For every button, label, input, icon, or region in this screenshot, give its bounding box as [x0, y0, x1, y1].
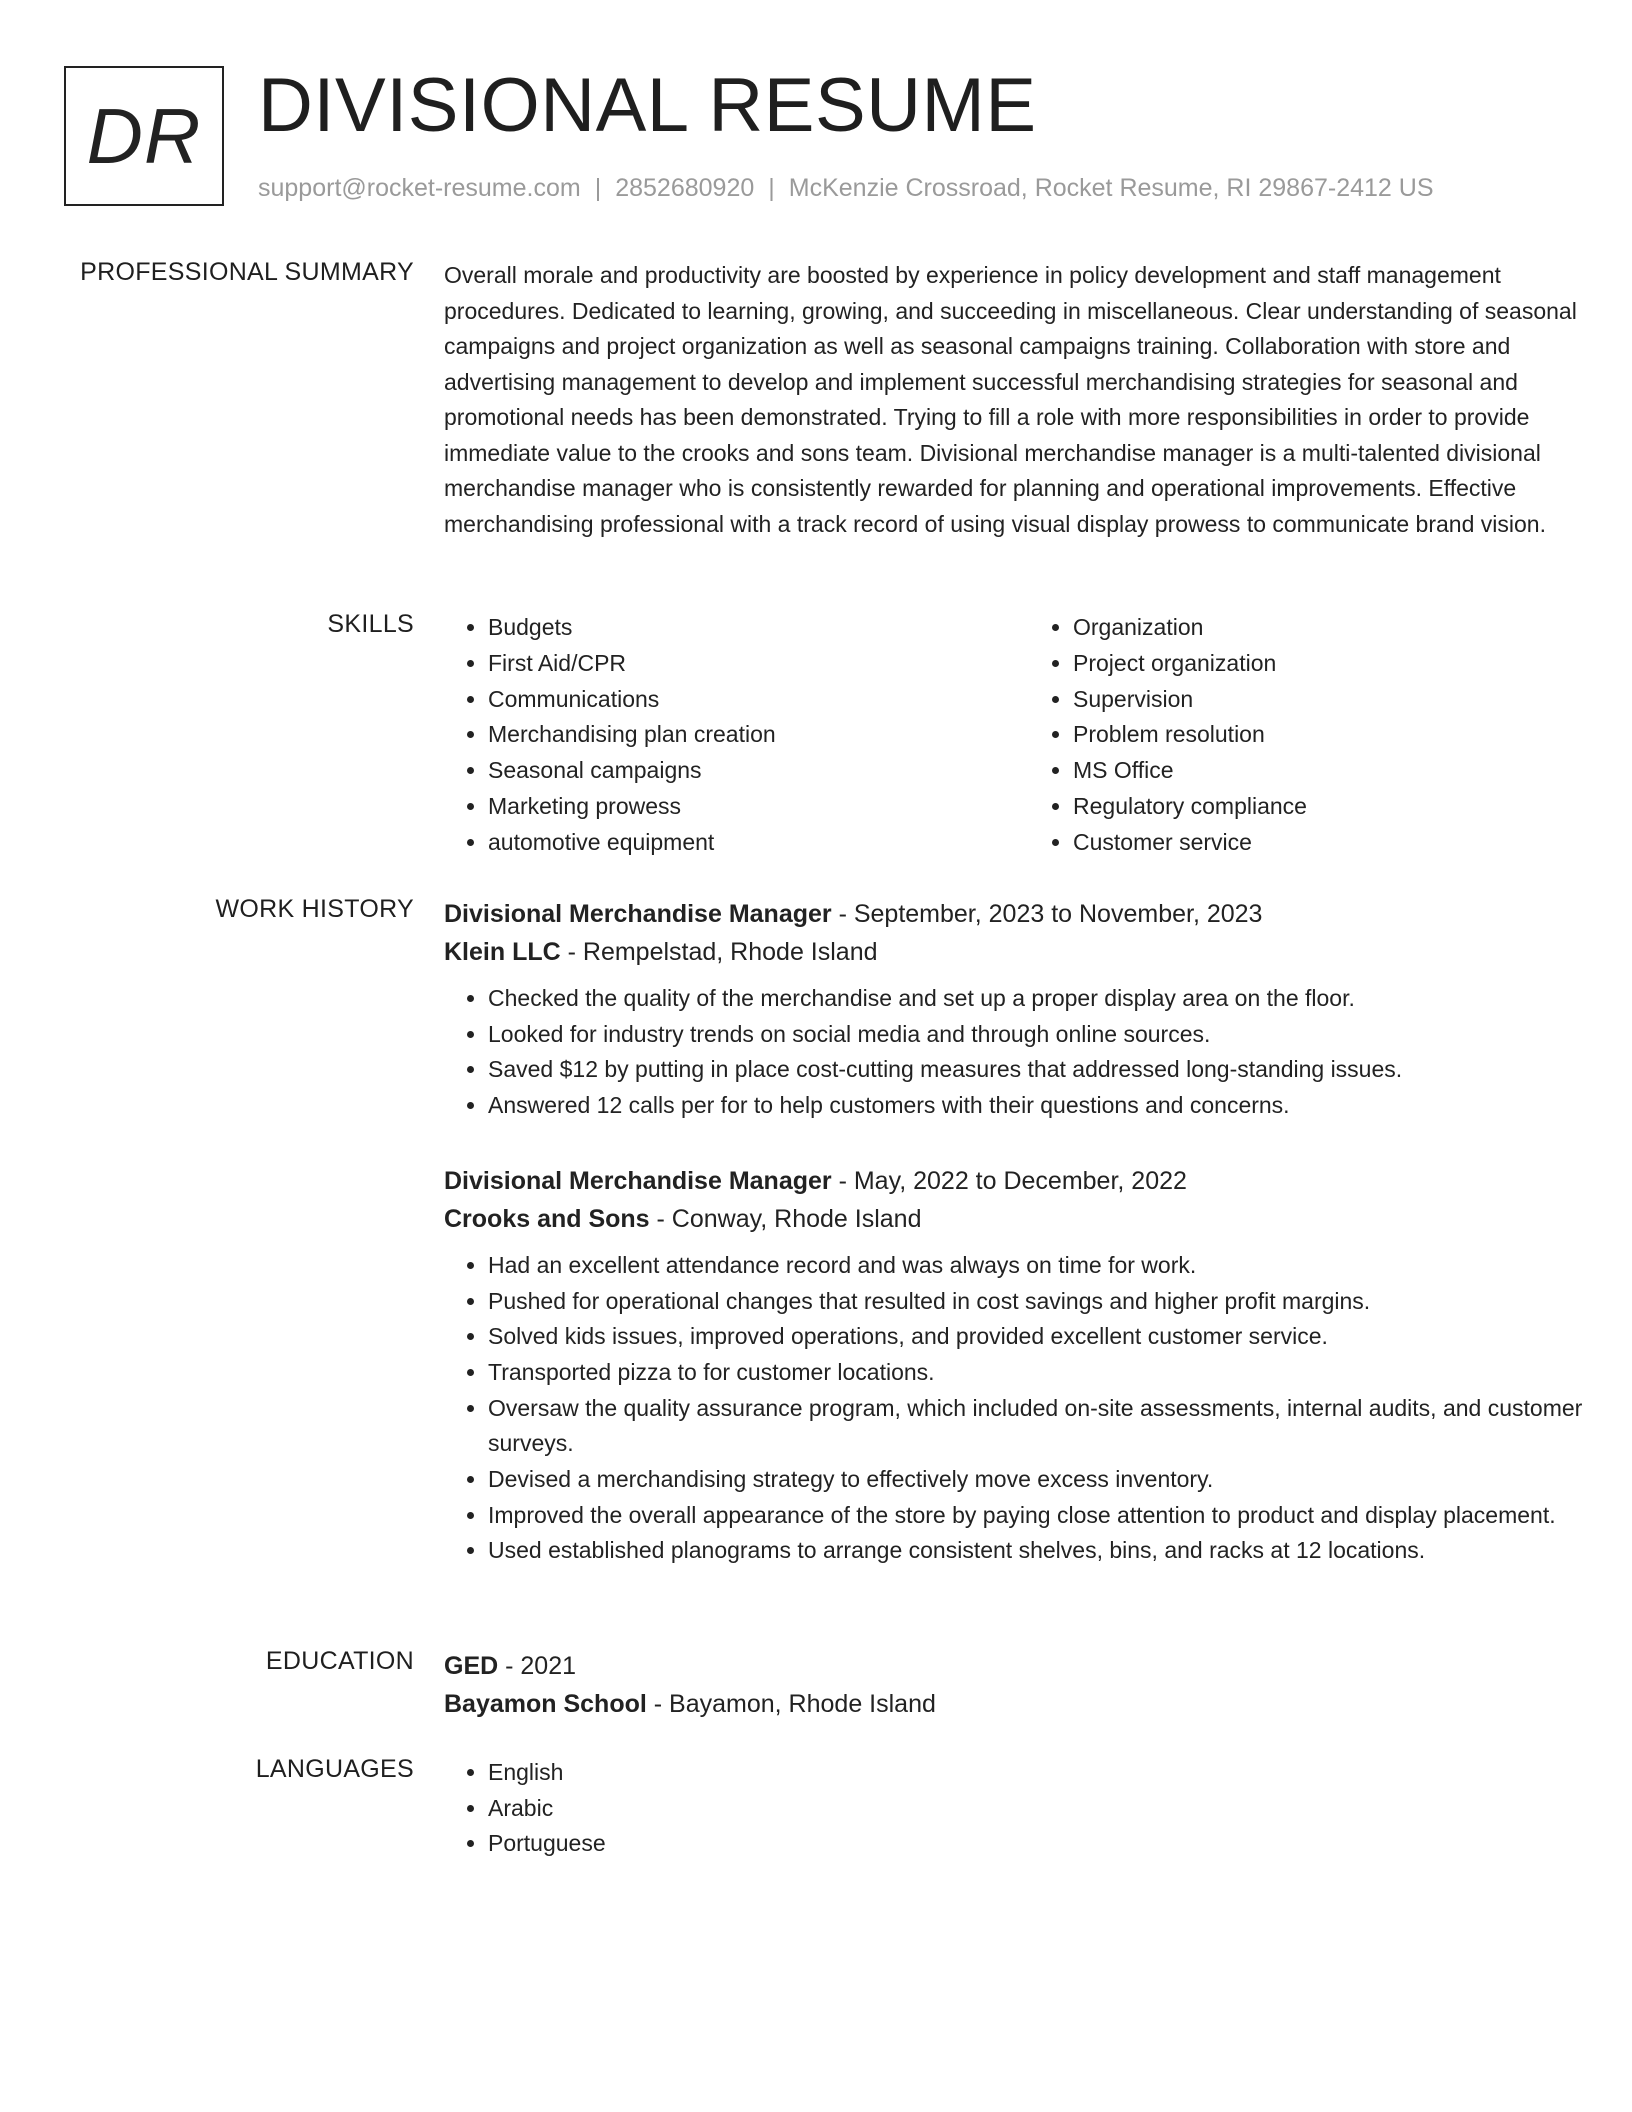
- work-history-label: WORK HISTORY: [215, 895, 414, 923]
- education-degree: GED: [444, 1652, 499, 1680]
- job-bullet: • Saved $12 by putting in place cost-cutting measures that addressed long-standing issues.: [488, 1052, 1614, 1088]
- skill-item: • First Aid/CPR: [488, 646, 1029, 682]
- contact-phone: 2852680920: [615, 174, 755, 202]
- education-location: - Bayamon, Rhode Island: [646, 1690, 936, 1718]
- job-bullet: • Solved kids issues, improved operations, and provided excellent customer service.: [488, 1319, 1614, 1355]
- job-title: Divisional Merchandise Manager: [444, 900, 832, 928]
- job-bullet: • Pushed for operational changes that resulted in cost savings and higher profit margins.: [488, 1284, 1614, 1320]
- skill-item: • Communications: [488, 682, 1029, 718]
- resume-name: DIVISIONAL RESUME: [258, 63, 1037, 148]
- job-bullet: • Answered 12 calls per for to help customers with their questions and concerns.: [488, 1088, 1614, 1124]
- skill-item: • automotive equipment: [488, 825, 1029, 861]
- contact-separator: |: [594, 174, 602, 202]
- job-bullet: • Looked for industry trends on social media and through online sources.: [488, 1017, 1614, 1053]
- skill-item: • MS Office: [1073, 753, 1614, 789]
- language-item: • Arabic: [488, 1791, 1614, 1827]
- contact-address: McKenzie Crossroad, Rocket Resume, RI 29867-2412 US: [788, 174, 1434, 202]
- job-bullet: • Oversaw the quality assurance program, which included on-site assessments, internal audits, and customer surveys.: [488, 1391, 1614, 1462]
- skill-item: • Seasonal campaigns: [488, 753, 1029, 789]
- education-school: Bayamon School: [444, 1690, 647, 1718]
- job-company: Klein LLC: [444, 938, 561, 966]
- skills-list-right: [1029, 610, 1614, 861]
- skill-item: • Customer service: [1073, 825, 1614, 861]
- job-bullet: • Devised a merchandising strategy to effectively move excess inventory.: [488, 1462, 1614, 1498]
- languages-label: LANGUAGES: [255, 1755, 414, 1783]
- summary-label: PROFESSIONAL SUMMARY: [80, 258, 414, 286]
- summary-text: Overall morale and productivity are boosted by experience in policy development and staff management procedures. Dedicated to learning, growing, and succeeding in miscellaneous. Clear understanding of seasonal campaigns and project organization as well as seasonal campaigns training. Collaboration with store and advertising management to develop and implement successful merchandising strategies for seasonal and promotional needs has been demonstrated. Trying to fill a role with more responsibilities in order to provide immediate value to the crooks and sons team. Divisional merchandise manager is a multi-talented divisional merchandise manager who is consistently rewarded for planning and operational improvements. Effective merchandising professional with a track record of using visual display prowess to communicate brand vision.: [444, 262, 1577, 537]
- education-label: EDUCATION: [265, 1647, 414, 1675]
- skill-item: • Project organization: [1073, 646, 1614, 682]
- monogram-logo: DR: [64, 66, 224, 206]
- contact-line: [258, 174, 1434, 203]
- job-bullet: • Improved the overall appearance of the store by paying close attention to product and display placement.: [488, 1498, 1614, 1534]
- job-bullet: • Checked the quality of the merchandise and set up a proper display area on the floor.: [488, 981, 1614, 1017]
- job-dates: - May, 2022 to December, 2022: [831, 1166, 1187, 1195]
- language-item: • Portuguese: [488, 1826, 1614, 1862]
- language-item: • English: [488, 1755, 1614, 1791]
- education-year: - 2021: [498, 1652, 577, 1680]
- contact-email: support@rocket-resume.com: [258, 174, 581, 202]
- languages-list: [444, 1755, 1614, 1862]
- contact-separator: |: [768, 174, 775, 202]
- job-entry: [444, 895, 1614, 1124]
- job-bullet-list: [444, 981, 1614, 1124]
- job-bullet-list: [444, 1248, 1614, 1569]
- job-entry: [444, 1162, 1614, 1569]
- skills-list-left: [444, 610, 1029, 861]
- job-bullet: • Had an excellent attendance record and was always on time for work.: [488, 1248, 1614, 1284]
- skill-item: • Regulatory compliance: [1073, 789, 1614, 825]
- skill-item: • Organization: [1073, 610, 1614, 646]
- job-company: Crooks and Sons: [444, 1204, 650, 1233]
- job-dates: - September, 2023 to November, 2023: [831, 900, 1263, 928]
- job-location: - Rempelstad, Rhode Island: [560, 938, 878, 966]
- job-bullet: • Used established planograms to arrange consistent shelves, bins, and racks at 12 locations.: [488, 1533, 1614, 1569]
- skill-item: • Marketing prowess: [488, 789, 1029, 825]
- skill-item: • Supervision: [1073, 682, 1614, 718]
- skill-item: • Budgets: [488, 610, 1029, 646]
- job-bullet: • Transported pizza to for customer locations.: [488, 1355, 1614, 1391]
- job-location: - Conway, Rhode Island: [649, 1204, 922, 1233]
- job-title: Divisional Merchandise Manager: [444, 1166, 832, 1195]
- resume-header: [64, 63, 1564, 210]
- skills-label: SKILLS: [327, 610, 414, 638]
- skill-item: • Problem resolution: [1073, 717, 1614, 753]
- skill-item: • Merchandising plan creation: [488, 717, 1029, 753]
